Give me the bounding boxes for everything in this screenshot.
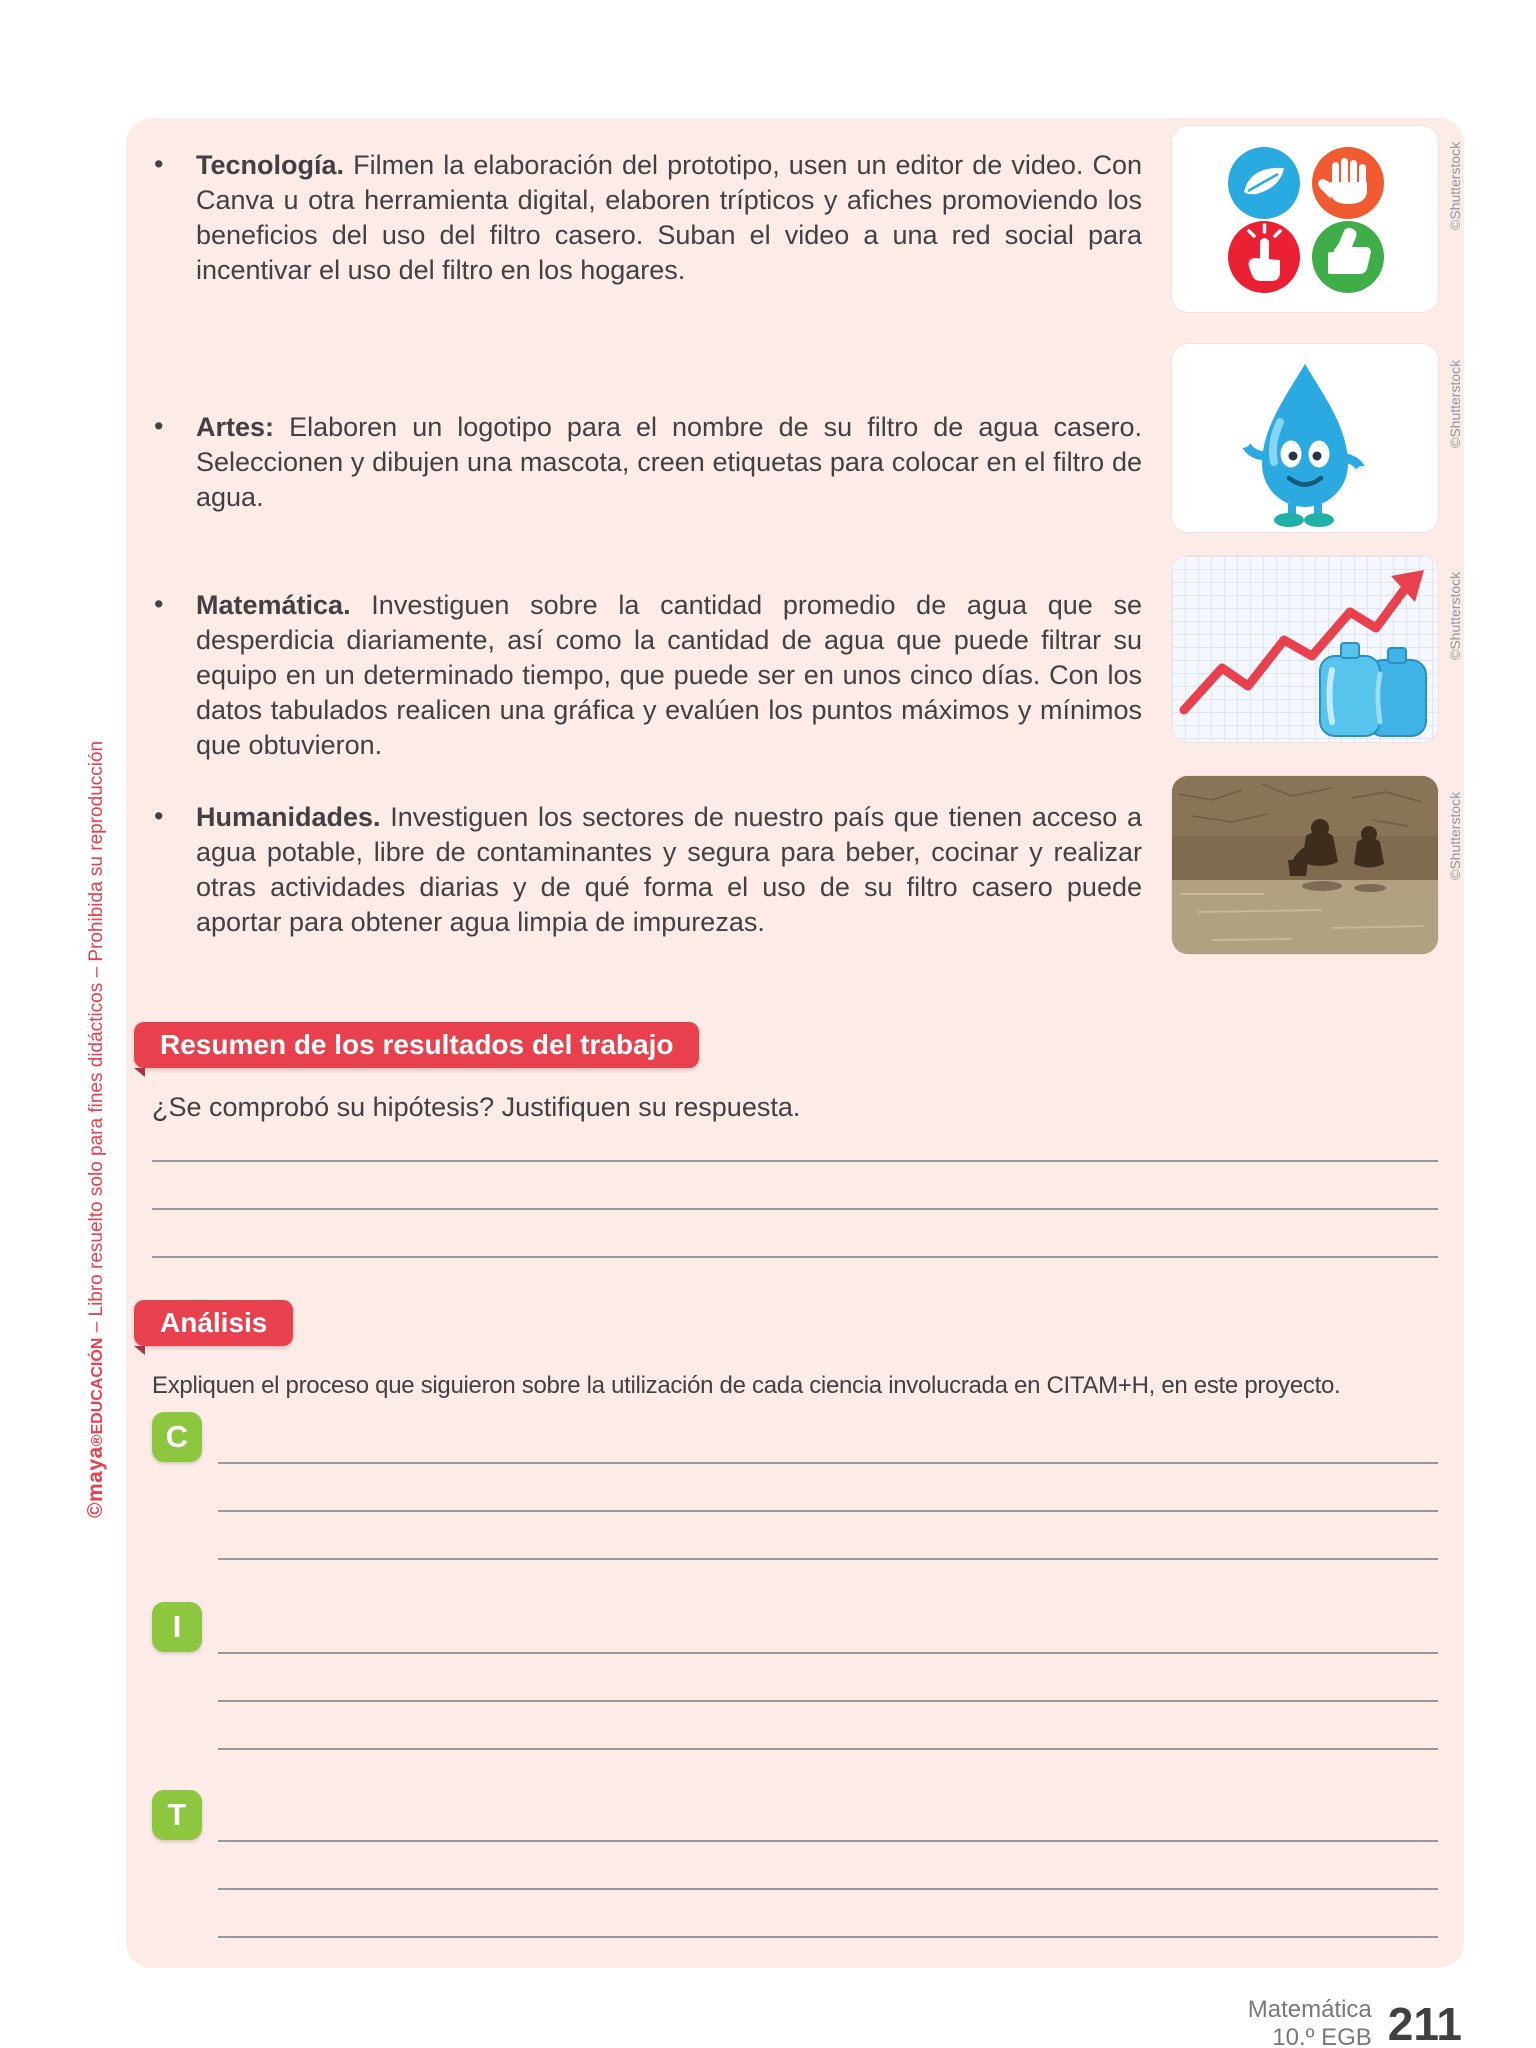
bullet-dot: • — [154, 149, 164, 179]
writing-line — [218, 1748, 1438, 1750]
bullet-body: Investiguen sobre la cantidad promedio de agua que se desperdicia diariamente, así como la cantidad de agua que puede filtrar su equipo en un determinado tiempo, que puede ser en unos cinco días. Con los datos tabulados realicen una gráfica y evalúen los puntos máximos y mínimos que obtuvieron. — [196, 590, 1142, 760]
click-hand-icon — [1228, 221, 1300, 293]
footer-grade: 10.º EGB — [1272, 2024, 1372, 2048]
image-credit: ©Shutterstock — [1447, 141, 1463, 230]
copyright-sidenote — [84, 741, 108, 1518]
growth-chart-illustration — [1172, 556, 1438, 742]
footer-subject-grade — [1248, 1996, 1372, 2048]
image-card-mascot — [1172, 344, 1438, 532]
image-credit: ©Shutterstock — [1447, 571, 1463, 660]
bullet-dot: • — [154, 411, 164, 441]
writing-line — [152, 1160, 1438, 1162]
writing-line — [218, 1700, 1438, 1702]
writing-line — [218, 1510, 1438, 1512]
bullet-artes-text — [196, 410, 1142, 515]
bullet-dot: • — [154, 801, 164, 831]
bullet-matematica-text — [196, 588, 1142, 763]
image-credit: ©Shutterstock — [1447, 359, 1463, 448]
thumbs-up-icon — [1312, 221, 1384, 293]
water-drop-mascot-illustration — [1172, 344, 1438, 532]
image-card-social-icons — [1172, 126, 1438, 312]
summary-prompt: ¿Se comprobó su hipótesis? Justifiquen su respuesta. — [152, 1092, 801, 1122]
bullet-humanidades — [152, 800, 1142, 940]
bullet-lead: Tecnología. — [196, 150, 345, 180]
bullet-tecnologia — [152, 148, 1142, 288]
publisher-suffix: ®EDUCACIÓN — [89, 1337, 106, 1447]
bullet-lead: Artes: — [196, 412, 275, 442]
writing-line — [218, 1936, 1438, 1938]
bullet-lead: Matemática. — [196, 590, 351, 620]
writing-line — [218, 1558, 1438, 1560]
analysis-prompt: Expliquen el proceso que siguieron sobre la utilización de cada ciencia involucrada en CITAM+H, en este proyecto. — [152, 1372, 1341, 1399]
people-collecting-water-photo — [1172, 776, 1438, 954]
writing-line — [218, 1462, 1438, 1464]
image-card-chart — [1172, 556, 1438, 742]
writing-line — [152, 1208, 1438, 1210]
bullet-artes — [152, 410, 1142, 515]
writing-line — [152, 1256, 1438, 1258]
bullet-humanidades-text — [196, 800, 1142, 940]
page-number: 211 — [1387, 1998, 1462, 2048]
bullet-dot: • — [154, 589, 164, 619]
bullet-body: Filmen la elaboración del prototipo, usen un editor de video. Con Canva u otra herramienta digital, elaboren trípticos y afiches promoviendo los beneficios del uso del filtro casero. Suban el video a una red social para incentivar el uso del filtro en los hogares. — [196, 150, 1142, 285]
banner-fold — [134, 1068, 145, 1077]
section-title: Análisis — [160, 1307, 268, 1338]
eco-hand-icon — [1228, 147, 1300, 219]
bullet-lead: Humanidades. — [196, 802, 381, 832]
banner-fold — [134, 1346, 145, 1355]
section-title: Resumen de los resultados del trabajo — [160, 1029, 674, 1060]
open-hand-icon — [1312, 147, 1384, 219]
copyright-notice-text: – Libro resuelto solo para fines didácticos – Prohibida su reproducción — [86, 740, 107, 1338]
footer-subject: Matemática — [1247, 1996, 1372, 2023]
page-footer — [1248, 1996, 1462, 2048]
section-banner-resumen — [134, 1022, 699, 1068]
image-credit: ©Shutterstock — [1447, 791, 1463, 880]
citam-badge-t: T — [152, 1790, 202, 1840]
bullet-matematica — [152, 588, 1142, 763]
bullet-tecnologia-text — [196, 148, 1142, 288]
image-card-photo — [1172, 776, 1438, 954]
citam-badge-i: I — [152, 1602, 202, 1652]
bullet-body: Investiguen los sectores de nuestro país que tienen acceso a agua potable, libre de contaminantes y segura para beber, cocinar y realizar otras actividades diarias y de qué forma el uso de su filtro casero puede aportar para obtener agua limpia de impurezas. — [196, 802, 1142, 937]
section-banner-analisis — [134, 1300, 293, 1346]
writing-line — [218, 1652, 1438, 1654]
citam-badge-c: C — [152, 1412, 202, 1462]
writing-line — [218, 1840, 1438, 1842]
publisher-logo-text: ©maya — [84, 1446, 107, 1518]
writing-line — [218, 1888, 1438, 1890]
social-icons-illustration — [1172, 126, 1438, 312]
bullet-body: Elaboren un logotipo para el nombre de su filtro de agua casero. Seleccionen y dibujen una mascota, creen etiquetas para colocar en el filtro de agua. — [196, 412, 1142, 512]
